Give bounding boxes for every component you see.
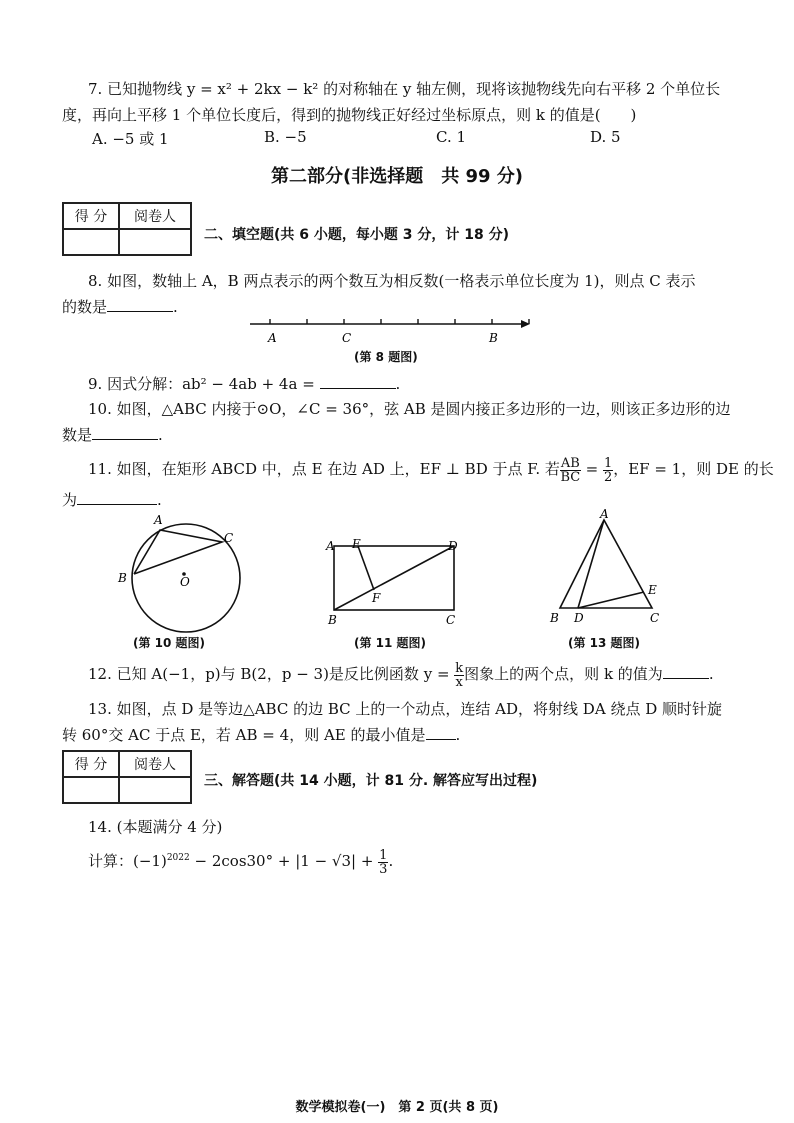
q11-line2-text: 为	[62, 491, 78, 509]
q8-line2-text: 的数是	[62, 298, 108, 316]
q10-line2-text: 数是	[62, 426, 93, 444]
q11-line1	[88, 452, 774, 486]
q11-fraction-half	[603, 457, 613, 484]
q12-text: 12. 已知 A(−1，p)与 B(2，p − 3)是反比例函数 y =	[88, 665, 455, 683]
triangle-abc	[560, 520, 652, 608]
q10-answer-blank[interactable]	[92, 423, 158, 440]
q11-text-end: ，EF = 1，则 DE 的长	[613, 460, 774, 478]
fig11-caption: (第 11 题图)	[354, 636, 427, 650]
score-label: 得 分	[63, 751, 119, 777]
label-f: F	[372, 591, 381, 605]
q12-text-mid: 图象上的两个点，则 k 的值为	[464, 665, 663, 683]
q11-equals: =	[580, 460, 603, 478]
q7-line1: 7. 已知抛物线 y = x² + 2kx − k² 的对称轴在 y 轴左侧，现将该抛物线先向右平移 2 个单位长	[88, 80, 721, 98]
q9-line	[88, 372, 720, 395]
label-point-c: C	[342, 331, 352, 345]
q12-end: .	[708, 665, 714, 683]
frac-num: 1	[379, 847, 388, 863]
label-c: C	[446, 613, 456, 627]
frac-num: k	[455, 660, 464, 676]
q12-fraction-k-x	[454, 662, 464, 689]
frac-den: 2	[603, 469, 613, 485]
reviewer-label: 阅卷人	[119, 203, 191, 229]
segment-de	[578, 592, 644, 608]
label-a: A	[600, 507, 609, 521]
q14-text-mid: − 2cos30° + |1 − √3| +	[189, 852, 379, 870]
reviewer-cell[interactable]	[119, 777, 191, 803]
score-cell[interactable]	[63, 229, 119, 255]
q7-option-b: B. −5	[264, 128, 307, 146]
q10-line1: 10. 如图，△ABC 内接于⊙O，∠C = 36°，弦 AB 是圆内接正多边形的一边，则该正多边形的边	[88, 400, 731, 418]
q7-option-d: D. 5	[590, 128, 621, 146]
q8-line1: 8. 如图，数轴上 A，B 两点表示的两个数互为相反数(一格表示单位长度为 1)，则点 C 表示	[88, 272, 696, 290]
q14-expression	[88, 842, 720, 877]
score-cell[interactable]	[63, 777, 119, 803]
q7-line2: 度，再向上平移 1 个单位长度后，得到的抛物线正好经过坐标原点，则 k 的值是( )	[62, 106, 637, 124]
q11-fraction-ab-bc	[560, 457, 581, 484]
page-footer: 数学模拟卷(一) 第 2 页(共 8 页)	[295, 1100, 499, 1115]
q13-line1: 13. 如图，点 D 是等边△ABC 的边 BC 上的一个动点，连结 AD，将射线 DA 绕点 D 顺时针旋	[88, 700, 723, 718]
label-a: A	[154, 513, 163, 527]
fig13-caption: (第 13 题图)	[568, 636, 641, 650]
label-point-a: A	[268, 331, 277, 345]
q12-line	[88, 658, 720, 690]
fig13-triangle-figure	[548, 506, 668, 628]
fig11-rectangle-figure	[322, 534, 472, 628]
reviewer-label: 阅卷人	[119, 751, 191, 777]
frac-num: 1	[603, 455, 613, 471]
q14-text: 计算：(−1)	[88, 852, 167, 870]
segment-ef	[358, 546, 374, 590]
label-b: B	[328, 613, 337, 627]
frac-den: x	[455, 674, 463, 690]
label-point-b: B	[489, 331, 498, 345]
q14-end: .	[388, 852, 394, 870]
q12-answer-blank[interactable]	[663, 662, 709, 679]
reviewer-cell[interactable]	[119, 229, 191, 255]
q8-number-line-figure	[244, 312, 534, 352]
section2-title: 二、填空题(共 6 小题，每小题 3 分，计 18 分)	[204, 227, 510, 243]
label-c: C	[224, 531, 234, 545]
frac-num: AB	[560, 455, 580, 471]
label-e: E	[352, 537, 361, 551]
label-a: A	[326, 539, 335, 553]
label-d: D	[448, 539, 458, 553]
label-b: B	[118, 571, 127, 585]
q9-end: .	[395, 375, 401, 393]
q13-line2-text: 转 60°交 AC 于点 E，若 AB = 4，则 AE 的最小值是	[62, 726, 426, 744]
q10-line2-end: .	[158, 426, 163, 444]
q9-text: 9. 因式分解：ab² − 4ab + 4a =	[88, 375, 320, 393]
label-d: D	[574, 611, 584, 625]
frac-den: 3	[379, 861, 388, 877]
part2-title: 第二部分(非选择题 共 99 分)	[270, 166, 524, 187]
q13-answer-blank[interactable]	[426, 723, 456, 740]
q13-line2	[62, 723, 720, 746]
q9-answer-blank[interactable]	[320, 372, 396, 389]
scorebox-section3	[62, 750, 192, 804]
q13-line2-end: .	[455, 726, 461, 744]
score-label: 得 分	[63, 203, 119, 229]
fig10-circle-figure	[114, 508, 264, 634]
q14-exponent: 2022	[166, 853, 190, 863]
q11-line2-end: .	[157, 491, 162, 509]
q7-option-c: C. 1	[436, 128, 467, 146]
frac-den: BC	[560, 469, 581, 485]
q7-option-a: A. −5 或 1	[92, 130, 169, 148]
label-o: O	[180, 575, 190, 589]
label-b: B	[550, 611, 559, 625]
q8-answer-blank[interactable]	[107, 295, 173, 312]
triangle-abc	[134, 530, 222, 574]
scorebox-section2	[62, 202, 192, 256]
section3-title: 三、解答题(共 14 小题，计 81 分. 解答应写出过程)	[204, 773, 538, 789]
q14-head: 14. (本题满分 4 分)	[88, 818, 223, 836]
q14-fraction-one-third	[378, 849, 388, 876]
label-e: E	[648, 583, 657, 597]
q8-caption: (第 8 题图)	[354, 350, 418, 364]
label-c: C	[650, 611, 660, 625]
q11-answer-blank[interactable]	[77, 488, 157, 505]
fig10-caption: (第 10 题图)	[133, 636, 206, 650]
diagonal-bd	[334, 546, 454, 610]
q10-line2	[62, 423, 720, 446]
q11-text: 11. 如图，在矩形 ABCD 中，点 E 在边 AD 上，EF ⊥ BD 于点 F. 若	[88, 460, 560, 478]
q8-line2-end: .	[173, 298, 178, 316]
